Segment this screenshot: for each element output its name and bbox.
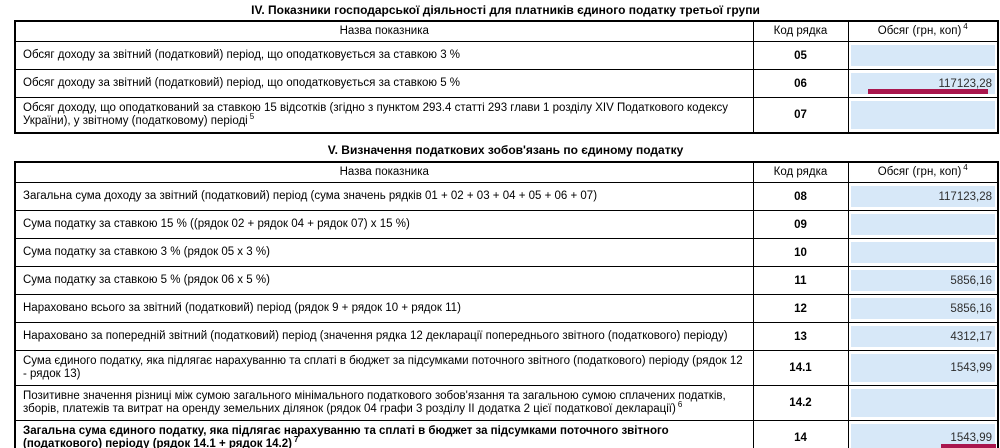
indicator-name: Обсяг доходу, що оподаткований за ставкою 15 відсотків (згідно з пунктом 293.4 статті 293 глави 1 розділу XIV Податкового кодексу України), у звітному (податковому) періоді $^5$ bbox=[15, 98, 753, 134]
value-cell bbox=[848, 351, 998, 386]
value-text: 5856,16 bbox=[950, 302, 992, 315]
indicator-name: Сума податку за ставкою 15 % ((рядок 02 + рядок 04 + рядок 07) х 15 %) bbox=[15, 211, 753, 239]
col-header-indicator-name: Назва показника bbox=[15, 162, 753, 183]
row-code: 07 bbox=[753, 98, 848, 134]
indicator-name: Нараховано всього за звітний (податковий) період (рядок 9 + рядок 10 + рядок 11) bbox=[15, 295, 753, 323]
highlight-underline bbox=[941, 444, 996, 448]
indicator-name: Нараховано за попередній звітний (податковий) період (значення рядка 12 декларації попереднього звітного (податкового) періоду) bbox=[15, 323, 753, 351]
table-row-05 bbox=[15, 42, 998, 70]
table-row-14.2 bbox=[15, 386, 998, 421]
section-iv-table bbox=[14, 20, 999, 134]
col-header-row-code: Код рядка bbox=[753, 21, 848, 42]
value-text: 1543,99 bbox=[950, 362, 992, 374]
header-row bbox=[15, 21, 998, 42]
row-code: 14.1 bbox=[753, 351, 848, 386]
footnote-marker: 7 bbox=[293, 435, 299, 445]
indicator-name: Загальна сума доходу за звітний (податковий) період (сума значень рядків 01 + 02 + 03 + 04 + 05 + 06 + 07) bbox=[15, 183, 753, 211]
col-header-amount-label: Обсяг (грн, коп) bbox=[877, 166, 962, 178]
value-cell bbox=[848, 70, 998, 98]
row-code: 14.2 bbox=[753, 386, 848, 421]
value-input-09[interactable] bbox=[851, 214, 996, 235]
footnote-marker: 6 bbox=[677, 400, 683, 410]
col-header-indicator-name: Назва показника bbox=[15, 21, 753, 42]
value-cell bbox=[848, 42, 998, 70]
footnote-marker: 4 bbox=[963, 163, 968, 173]
highlight-underline bbox=[868, 89, 988, 94]
value-input-14.2[interactable] bbox=[851, 389, 996, 417]
indicator-name: Обсяг доходу за звітний (податковий) період, що оподатковується за ставкою 5 % bbox=[15, 70, 753, 98]
value-cell bbox=[848, 421, 998, 448]
row-code: 06 bbox=[753, 70, 848, 98]
value-cell bbox=[848, 267, 998, 295]
table-row-09 bbox=[15, 211, 998, 239]
row-code: 11 bbox=[753, 267, 848, 295]
value-input-12[interactable] bbox=[851, 298, 996, 319]
indicator-name: Обсяг доходу за звітний (податковий) період, що оподатковується за ставкою 3 % bbox=[15, 42, 753, 70]
value-input-05[interactable] bbox=[851, 45, 996, 66]
indicator-name: Загальна сума єдиного податку, яка підлягає нарахуванню та сплаті в бюджет за підсумками поточного звітного (податкового) періоду (рядок 14.1 + рядок 14.2) $^7$ bbox=[15, 421, 753, 448]
value-input-14.1[interactable] bbox=[851, 354, 996, 382]
section-iv bbox=[0, 0, 1000, 134]
row-code: 09 bbox=[753, 211, 848, 239]
table-row-07 bbox=[15, 98, 998, 134]
footnote-marker: 5 bbox=[249, 112, 255, 122]
indicator-name: Позитивне значення різниці між сумою загального мінімального податкового зобов'язання та загальною сумою сплачених податків, зборів, платежів та витрат на оренду земельних ділянок (рядок 04 графи 3 розділу II додатка 2 цієї податкової декларації) $^6$ bbox=[15, 386, 753, 421]
value-text: 1543,99 bbox=[950, 432, 992, 444]
value-text: 117123,28 bbox=[938, 77, 992, 90]
table-row-14.1 bbox=[15, 351, 998, 386]
header-row bbox=[15, 162, 998, 183]
value-cell bbox=[848, 211, 998, 239]
row-code: 12 bbox=[753, 295, 848, 323]
row-code: 10 bbox=[753, 239, 848, 267]
col-header-row-code: Код рядка bbox=[753, 162, 848, 183]
value-cell bbox=[848, 323, 998, 351]
table-row-10 bbox=[15, 239, 998, 267]
value-cell bbox=[848, 183, 998, 211]
value-input-13[interactable] bbox=[851, 326, 996, 347]
value-cell bbox=[848, 239, 998, 267]
section-iv-title: IV. Показники господарської діяльності для платників єдиного податку третьої групи bbox=[251, 3, 760, 17]
value-input-07[interactable] bbox=[851, 101, 996, 129]
value-text: 117123,28 bbox=[938, 190, 992, 203]
value-cell bbox=[848, 295, 998, 323]
row-code: 05 bbox=[753, 42, 848, 70]
col-header-amount-label: Обсяг (грн, коп) bbox=[877, 25, 962, 37]
value-text: 5856,16 bbox=[950, 274, 992, 287]
indicator-name: Сума єдиного податку, яка підлягає нарахуванню та сплаті в бюджет за підсумками поточного звітного (податкового) періоду (рядок 12 - рядок 13) bbox=[15, 351, 753, 386]
col-header-amount bbox=[848, 21, 998, 42]
indicator-name: Сума податку за ставкою 5 % (рядок 06 х 5 %) bbox=[15, 267, 753, 295]
table-row-12 bbox=[15, 295, 998, 323]
section-v bbox=[0, 134, 1000, 448]
value-cell bbox=[848, 98, 998, 134]
section-v-table bbox=[14, 161, 999, 448]
row-code: 08 bbox=[753, 183, 848, 211]
table-row-08 bbox=[15, 183, 998, 211]
table-row-11 bbox=[15, 267, 998, 295]
value-input-10[interactable] bbox=[851, 242, 996, 263]
table-row-06 bbox=[15, 70, 998, 98]
value-input-08[interactable] bbox=[851, 186, 996, 207]
col-header-amount bbox=[848, 162, 998, 183]
row-code: 13 bbox=[753, 323, 848, 351]
row-code: 14 bbox=[753, 421, 848, 448]
indicator-name: Сума податку за ставкою 3 % (рядок 05 х 3 %) bbox=[15, 239, 753, 267]
table-row-14 bbox=[15, 421, 998, 448]
value-cell bbox=[848, 386, 998, 421]
section-v-title: V. Визначення податкових зобов'язань по єдиному податку bbox=[327, 143, 684, 157]
footnote-marker: 4 bbox=[963, 22, 968, 32]
table-row-13 bbox=[15, 323, 998, 351]
value-input-11[interactable] bbox=[851, 270, 996, 291]
value-text: 4312,17 bbox=[950, 330, 992, 343]
